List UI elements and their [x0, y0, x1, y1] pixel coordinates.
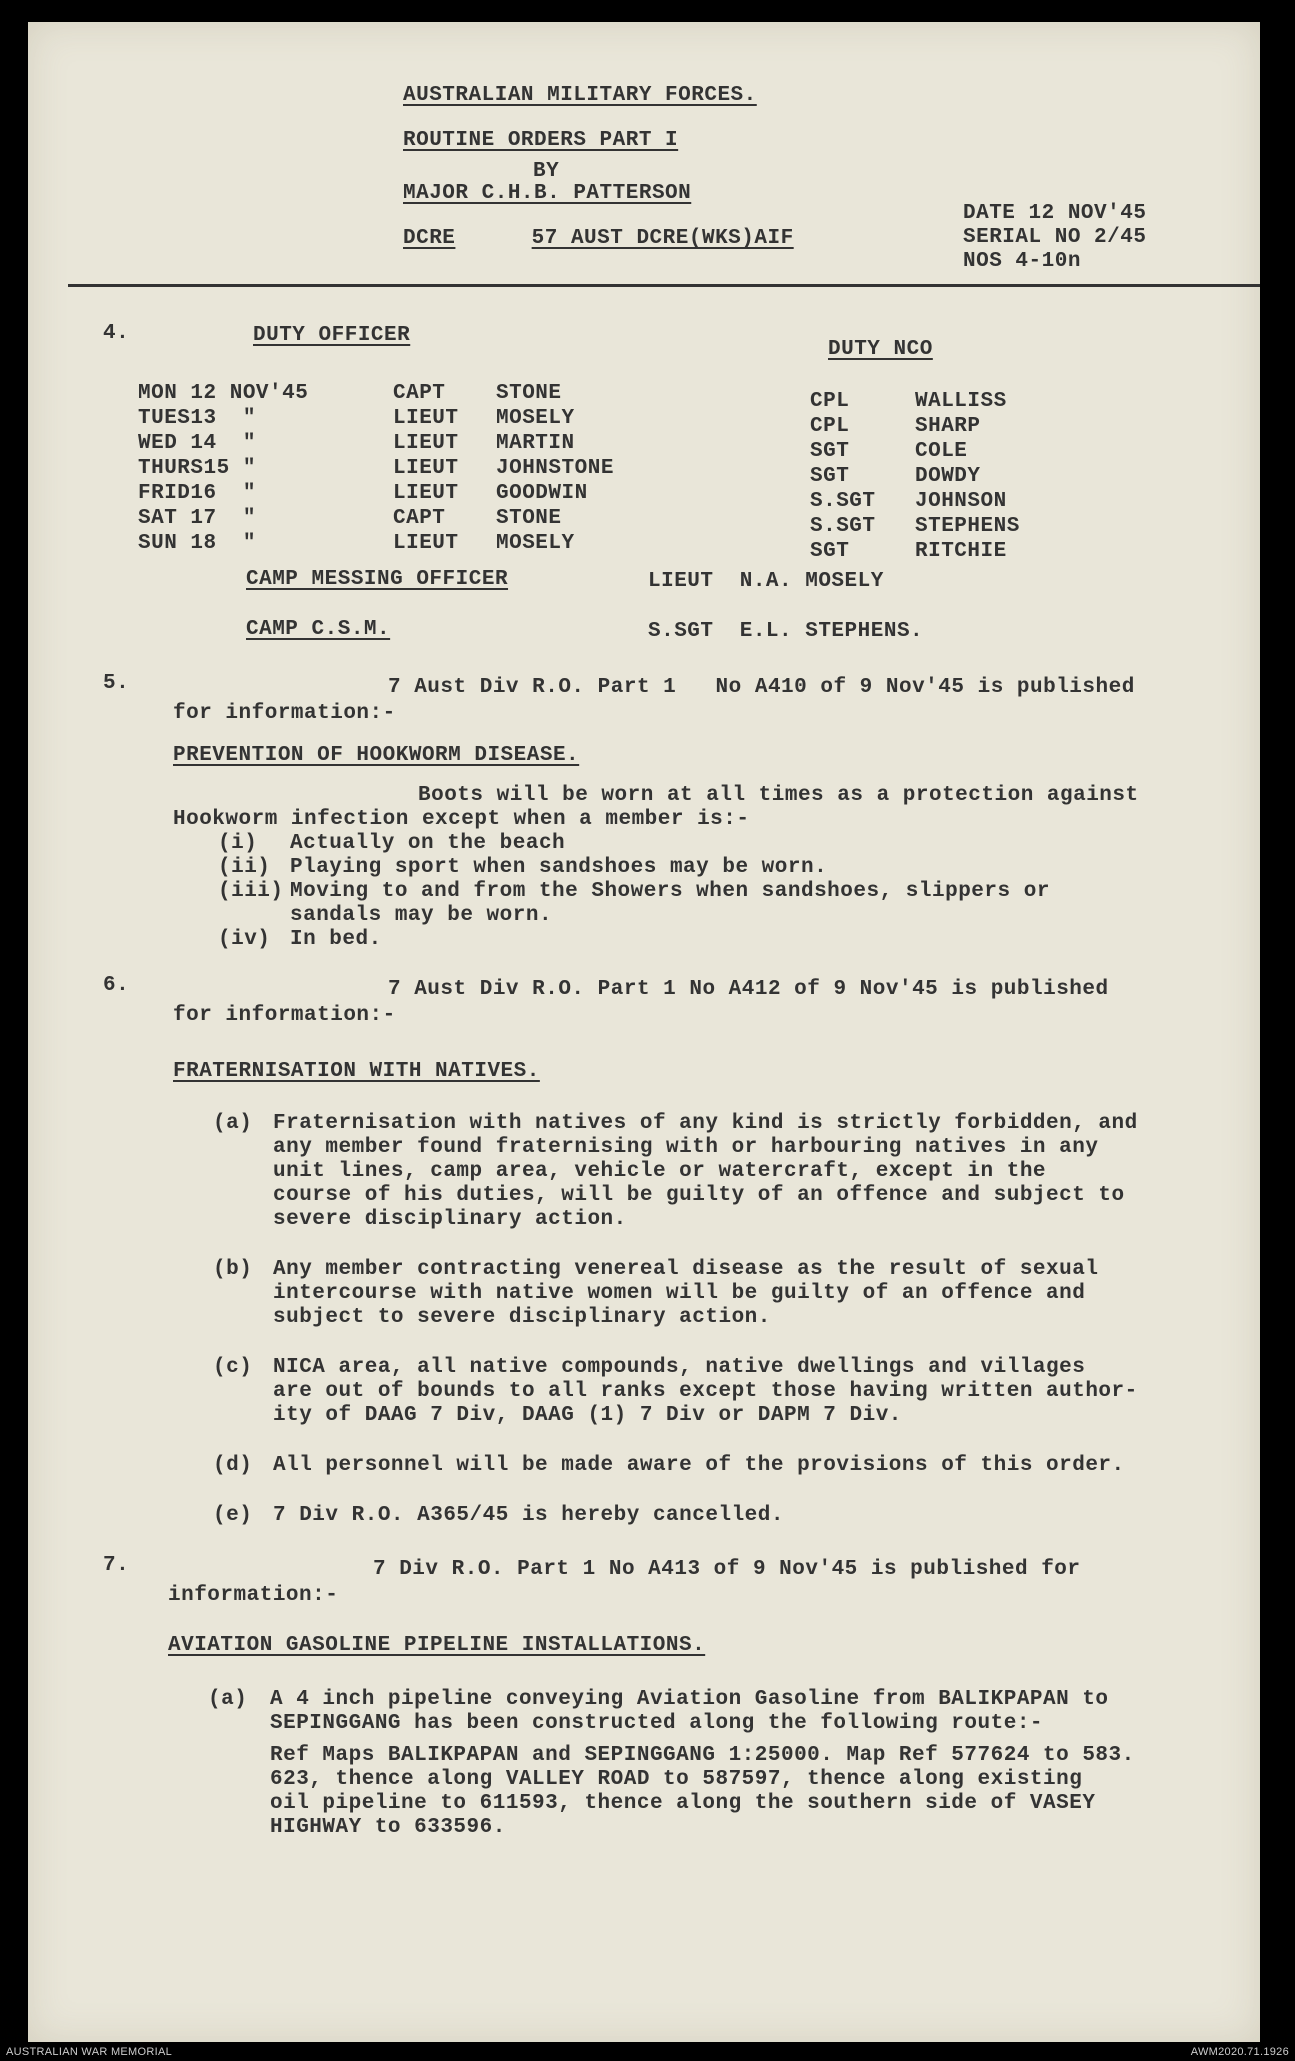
- section-5-list-item: [218, 880, 1050, 904]
- officer-name: STONE: [496, 507, 562, 530]
- footer-accession-number: AWM2020.71.1926: [1190, 2046, 1289, 2058]
- officer-name: JOHNSTONE: [496, 457, 614, 480]
- officer-name: GOODWIN: [496, 482, 588, 505]
- nco-rank: CPL: [810, 415, 850, 438]
- nco-name: SHARP: [915, 415, 981, 438]
- duty-day: THURS15 ": [138, 457, 256, 480]
- list-item-label: (iii): [218, 880, 284, 903]
- section-6-intro-line1: 7 Aust Div R.O. Part 1 No A412 of 9 Nov'45 is published: [388, 978, 1109, 1001]
- section-7-item-line: SEPINGGANG has been constructed along the following route:-: [270, 1712, 1044, 1735]
- section-6-heading: FRATERNISATION WITH NATIVES.: [173, 1060, 540, 1083]
- section-5-heading: PREVENTION OF HOOKWORM DISEASE.: [173, 744, 580, 767]
- footer-archive-name: AUSTRALIAN WAR MEMORIAL: [6, 2046, 173, 2058]
- list-item-label: (b): [213, 1258, 253, 1281]
- messing-officer-label: CAMP MESSING OFFICER: [246, 568, 509, 591]
- nco-rank: S.SGT: [810, 490, 876, 513]
- list-item-label: (c): [213, 1356, 253, 1379]
- officer-name: MOSELY: [496, 407, 575, 430]
- nco-name: STEPHENS: [915, 515, 1020, 538]
- camp-csm-label: CAMP C.S.M.: [246, 618, 391, 641]
- header-officer: MAJOR C.H.B. PATTERSON: [403, 182, 692, 205]
- list-item-label: (d): [213, 1454, 253, 1477]
- section-4-number: 4.: [103, 322, 130, 345]
- header-unit-label: DCRE: [403, 227, 456, 250]
- list-item-text: In bed.: [290, 928, 382, 951]
- list-item-label: (ii): [218, 856, 271, 879]
- order-header: [403, 84, 794, 272]
- section-5-list-item: [218, 904, 1050, 928]
- list-item-line: any member found fraternising with or harbouring natives in any: [273, 1136, 1099, 1159]
- list-item-line: severe disciplinary action.: [273, 1208, 627, 1231]
- section-7-ref-line: HIGHWAY to 633596.: [270, 1816, 506, 1839]
- list-item-label: (i): [218, 832, 258, 855]
- duty-officer-heading: DUTY OFFICER: [253, 324, 411, 347]
- camp-csm-value: S.SGT E.L. STEPHENS.: [648, 620, 924, 643]
- section-5-number: 5.: [103, 672, 130, 695]
- messing-officer-value: LIEUT N.A. MOSELY: [648, 570, 884, 593]
- list-item-line: course of his duties, will be guilty of an offence and subject to: [273, 1184, 1125, 1207]
- section-6-list-item: [213, 1504, 1253, 1528]
- section-5-list-item: [218, 856, 1050, 880]
- duty-day: MON 12 NOV'45: [138, 382, 309, 405]
- officer-rank: CAPT: [393, 507, 446, 530]
- section-7-item-line: A 4 inch pipeline conveying Aviation Gasoline from BALIKPAPAN to: [270, 1688, 1109, 1711]
- officer-name: STONE: [496, 382, 562, 405]
- section-6-list-item: [213, 1112, 1253, 1232]
- list-item-line: subject to severe disciplinary action.: [273, 1306, 771, 1329]
- section-7-intro-line1: 7 Div R.O. Part 1 No A413 of 9 Nov'45 is published for: [373, 1558, 1081, 1581]
- list-item-line: NICA area, all native compounds, native dwellings and villages: [273, 1356, 1086, 1379]
- section-6-number: 6.: [103, 974, 130, 997]
- officer-rank: LIEUT: [393, 432, 459, 455]
- header-divider: [68, 284, 1260, 287]
- section-7-heading: AVIATION GASOLINE PIPELINE INSTALLATIONS.: [168, 1634, 706, 1657]
- order-serial: SERIAL NO 2/45: [963, 226, 1147, 249]
- officer-name: MOSELY: [496, 532, 575, 555]
- list-item-text: Playing sport when sandshoes may be worn.: [290, 856, 828, 879]
- order-date: DATE 12 NOV'45: [963, 202, 1147, 225]
- section-7-map-reference: [270, 1744, 1135, 1840]
- section-6-list-item: [213, 1258, 1253, 1330]
- section-5-list: [218, 832, 1050, 952]
- officer-rank: LIEUT: [393, 532, 459, 555]
- section-7-ref-line: 623, thence along VALLEY ROAD to 587597, thence along existing: [270, 1768, 1083, 1791]
- section-5-list-item: [218, 832, 1050, 856]
- list-item-text: sandals may be worn.: [290, 904, 553, 927]
- nco-rank: CPL: [810, 390, 850, 413]
- list-item-text: Moving to and from the Showers when sandshoes, slippers or: [290, 880, 1050, 903]
- section-7-ref-line: Ref Maps BALIKPAPAN and SEPINGGANG 1:25000. Map Ref 577624 to 583.: [270, 1744, 1135, 1767]
- nco-rank: S.SGT: [810, 515, 876, 538]
- list-item-label: (e): [213, 1504, 253, 1527]
- duty-day: TUES13 ": [138, 407, 256, 430]
- nco-name: COLE: [915, 440, 968, 463]
- section-7-number: 7.: [103, 1554, 130, 1577]
- list-item-text: Actually on the beach: [290, 832, 566, 855]
- section-6-list-item: [213, 1454, 1253, 1478]
- list-item-line: are out of bounds to all ranks except those having written author-: [273, 1380, 1138, 1403]
- list-item-line: All personnel will be made aware of the provisions of this order.: [273, 1454, 1125, 1477]
- nco-name: JOHNSON: [915, 490, 1007, 513]
- section-5-list-item: [218, 928, 1050, 952]
- section-5-intro-line2: for information:-: [173, 702, 396, 725]
- section-5-body-line2: Hookworm infection except when a member is:-: [173, 808, 750, 831]
- list-item-line: intercourse with native women will be guilty of an offence and: [273, 1282, 1086, 1305]
- list-item-line: 7 Div R.O. A365/45 is hereby cancelled.: [273, 1504, 784, 1527]
- duty-nco-heading: DUTY NCO: [828, 338, 933, 361]
- officer-name: MARTIN: [496, 432, 575, 455]
- section-7-intro-line2: information:-: [168, 1584, 339, 1607]
- nco-name: DOWDY: [915, 465, 981, 488]
- section-6-list: [213, 1112, 1253, 1554]
- officer-rank: LIEUT: [393, 407, 459, 430]
- section-7-ref-line: oil pipeline to 611593, thence along the southern side of VASEY: [270, 1792, 1096, 1815]
- officer-rank: LIEUT: [393, 482, 459, 505]
- nco-name: WALLISS: [915, 390, 1007, 413]
- section-5-intro-line1: 7 Aust Div R.O. Part 1 No A410 of 9 Nov'45 is published: [388, 676, 1135, 699]
- header-subtitle: ROUTINE ORDERS PART I: [403, 129, 679, 152]
- duty-day: FRID16 ": [138, 482, 256, 505]
- duty-day: SAT 17 ": [138, 507, 256, 530]
- header-unit: 57 AUST DCRE(WKS)AIF: [531, 227, 794, 250]
- section-7-item-text: [270, 1688, 1109, 1736]
- nco-rank: SGT: [810, 440, 850, 463]
- nco-rank: SGT: [810, 540, 850, 563]
- header-unit-line: [403, 227, 794, 251]
- list-item-line: Fraternisation with natives of any kind is strictly forbidden, and: [273, 1112, 1138, 1135]
- nco-rank: SGT: [810, 465, 850, 488]
- list-item-label: (a): [213, 1112, 253, 1135]
- section-6-intro-line2: for information:-: [173, 1004, 396, 1027]
- date-block: [963, 202, 1146, 274]
- duty-day: WED 14 ": [138, 432, 256, 455]
- section-5-body-line1: Boots will be worn at all times as a protection against: [418, 784, 1139, 807]
- officer-rank: CAPT: [393, 382, 446, 405]
- order-nos: NOS 4-10n: [963, 250, 1081, 273]
- section-7-item-label: (a): [208, 1688, 248, 1711]
- list-item-line: Any member contracting venereal disease as the result of sexual: [273, 1258, 1099, 1281]
- list-item-label: (iv): [218, 928, 271, 951]
- list-item-line: ity of DAAG 7 Div, DAAG (1) 7 Div or DAPM 7 Div.: [273, 1404, 902, 1427]
- section-6-list-item: [213, 1356, 1253, 1428]
- nco-name: RITCHIE: [915, 540, 1007, 563]
- duty-day: SUN 18 ": [138, 532, 256, 555]
- header-by: BY: [533, 160, 560, 183]
- officer-rank: LIEUT: [393, 457, 459, 480]
- document-page: [28, 22, 1260, 2042]
- list-item-line: unit lines, camp area, vehicle or watercraft, except in the: [273, 1160, 1047, 1183]
- header-title: AUSTRALIAN MILITARY FORCES.: [403, 84, 757, 107]
